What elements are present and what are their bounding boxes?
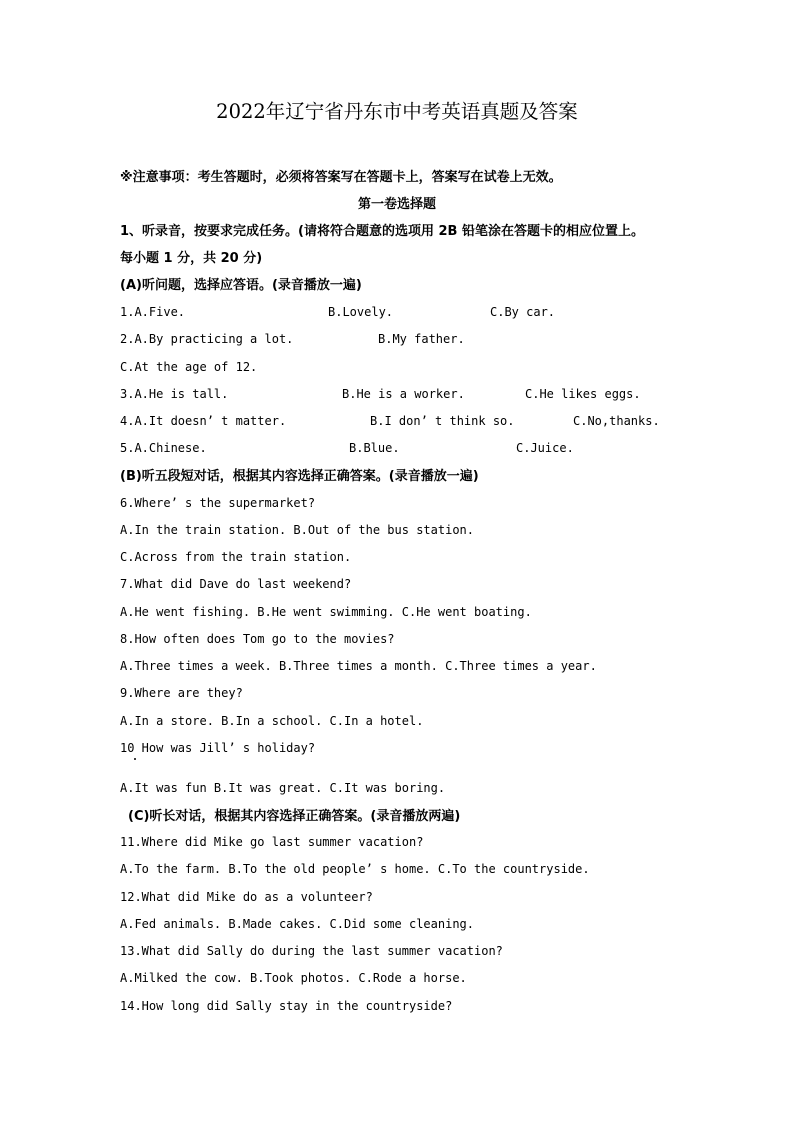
q12-question: 12.What did Mike do as a volunteer?	[120, 890, 373, 904]
q6-question: 6.Where’ s the supermarket?	[120, 496, 316, 510]
q4-option-b: B.I don’ t think so.	[370, 414, 515, 428]
q13-options: A.Milked the cow. B.Took photos. C.Rode a horse.	[120, 971, 467, 985]
q11-options: A.To the farm. B.To the old people’ s home. C.To the countryside.	[120, 862, 590, 876]
part-heading: 第一卷选择题	[357, 197, 436, 212]
q3-option-b: B.He is a worker.	[342, 387, 465, 401]
q1-option-a: 1.A.Five.	[120, 305, 186, 319]
q14-question: 14.How long did Sally stay in the countryside?	[120, 999, 453, 1013]
section-1-instruction: 1、听录音，按要求完成任务。(请将符合题意的选项用 2B 铅笔涂在答题卡的相应位置上。	[120, 224, 644, 239]
q10-options: A.It was fun B.It was great. C.It was boring.	[120, 781, 446, 795]
q1-option-c: C.By car.	[490, 305, 556, 319]
q8-options: A.Three times a week. B.Three times a month. C.Three times a year.	[120, 659, 597, 673]
q10-question: 10 How was Jill’ s holiday?	[120, 741, 316, 755]
q3-option-a: 3.A.He is tall.	[120, 387, 229, 401]
q3-option-c: C.He likes eggs.	[525, 387, 641, 401]
q5-option-b: B.Blue.	[349, 441, 400, 455]
q5-option-c: C.Juice.	[516, 441, 574, 455]
q12-options: A.Fed animals. B.Made cakes. C.Did some cleaning.	[120, 917, 475, 931]
q2-option-a: 2.A.By practicing a lot.	[120, 332, 294, 346]
section-b-heading: (B)听五段短对话，根据其内容选择正确答案。(录音播放一遍)	[120, 469, 479, 484]
q4-option-c: C.No,thanks.	[573, 414, 660, 428]
q6-options-line1: A.In the train station. B.Out of the bus station.	[120, 523, 475, 537]
q5-option-a: 5.A.Chinese.	[120, 441, 207, 455]
q9-question: 9.Where are they?	[120, 686, 243, 700]
q6-options-line2: C.Across from the train station.	[120, 550, 352, 564]
q9-options: A.In a store. B.In a school. C.In a hotel.	[120, 714, 424, 728]
q4-option-a: 4.A.It doesn’ t matter.	[120, 414, 287, 428]
section-c-heading: (C)听长对话，根据其内容选择正确答案。(录音播放两遍)	[128, 809, 461, 824]
q1-option-b: B.Lovely.	[328, 305, 394, 319]
stray-dot	[134, 758, 136, 760]
notice: ※注意事项：考生答题时，必须将答案写在答题卡上，答案写在试卷上无效。	[120, 170, 562, 185]
page-title: 2022年辽宁省丹东市中考英语真题及答案	[216, 100, 578, 123]
section-a-heading: (A)听问题，选择应答语。(录音播放一遍)	[120, 278, 362, 293]
q11-question: 11.Where did Mike go last summer vacation?	[120, 835, 424, 849]
q7-options: A.He went fishing. B.He went swimming. C.He went boating.	[120, 605, 532, 619]
q2-option-b: B.My father.	[378, 332, 465, 346]
q7-question: 7.What did Dave do last weekend?	[120, 577, 352, 591]
q2-option-c: C.At the age of 12.	[120, 360, 258, 374]
q8-question: 8.How often does Tom go to the movies?	[120, 632, 395, 646]
section-1-scoring: 每小题 1 分，共 20 分)	[120, 251, 263, 266]
q13-question: 13.What did Sally do during the last summer vacation?	[120, 944, 503, 958]
